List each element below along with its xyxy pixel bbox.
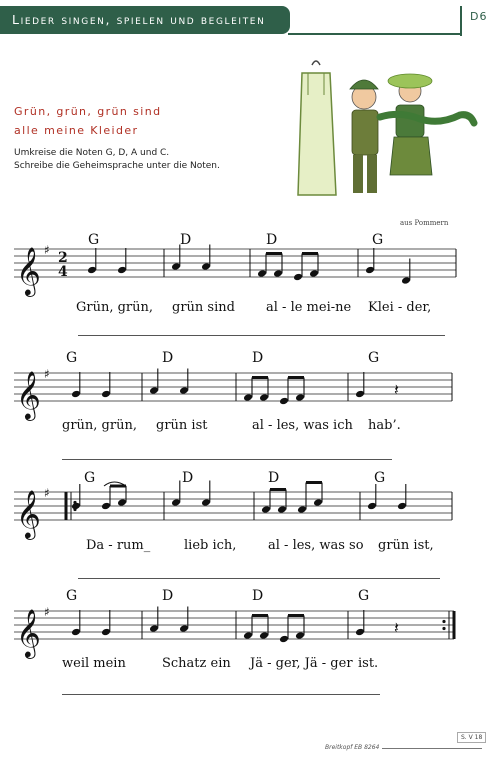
lyric-text: grün ist, (378, 538, 434, 553)
instruction-line-2: Schreibe die Geheimsprache unter die Noten. (14, 161, 220, 171)
song-origin: aus Pommern (400, 219, 449, 227)
time-signature-top: 2 (58, 250, 68, 266)
publisher-mark: Breitkopf EB 8264 (325, 744, 380, 751)
chord-symbol: D (266, 232, 278, 248)
instruction-line-1: Umkreise die Noten G, D, A und C. (14, 148, 170, 158)
lyric-text: lieb ich, (184, 538, 237, 553)
lyric-text: hab’. (368, 418, 401, 433)
answer-line-2 (62, 459, 392, 460)
song-title-line-2: alle meine Kleider (14, 124, 139, 137)
treble-clef: 𝄞 (16, 370, 41, 419)
footer-code: S. V 18 (457, 732, 486, 743)
lyric-text: grün sind (172, 300, 235, 315)
chord-symbol: G (372, 232, 384, 248)
song-title-line-1: Grün, grün, grün sind (14, 105, 162, 118)
chord-symbol: D (180, 232, 192, 248)
chord-symbol: G (84, 470, 96, 486)
key-signature-sharp: ♯ (44, 486, 50, 500)
chord-symbol: D (162, 588, 174, 604)
lyric-text: weil mein (62, 656, 126, 671)
chord-symbol: D (252, 350, 264, 366)
lyric-text: grün ist (156, 418, 208, 433)
section-title: Lieder singen, spielen und begleiten (12, 12, 266, 27)
lyric-text: al - les, was so (268, 538, 364, 553)
chord-symbol: D (162, 350, 174, 366)
chord-symbol: D (252, 588, 264, 604)
chord-symbol: G (66, 350, 78, 366)
key-signature-sharp: ♯ (44, 367, 50, 381)
lyric-text: al - le mei-ne (266, 300, 352, 315)
treble-clef: 𝄞 (16, 608, 41, 657)
lyric-text: Grün, grün, (76, 300, 154, 315)
treble-clef: 𝄞 (16, 489, 41, 538)
lyric-text: Da - rum_ (86, 538, 151, 553)
lyric-text: ist. (358, 656, 379, 671)
footer-rule (382, 748, 482, 749)
answer-line-1 (78, 335, 445, 336)
chord-symbol: G (374, 470, 386, 486)
treble-clef: 𝄞 (16, 246, 41, 295)
key-signature-sharp: ♯ (44, 243, 50, 257)
chord-symbol: G (358, 588, 370, 604)
lyric-text: Jä - ger, Jä - ger (250, 656, 353, 671)
quarter-rest: 𝄽 (394, 380, 399, 399)
quarter-rest: 𝄽 (394, 618, 399, 637)
chord-symbol: G (368, 350, 380, 366)
lyric-text: Schatz ein (162, 656, 231, 671)
chord-symbol: D (182, 470, 194, 486)
lyric-text: Klei - der, (368, 300, 432, 315)
lyric-text: al - les, was ich (252, 418, 353, 433)
lyric-text: grün, grün, (62, 418, 137, 433)
key-signature-sharp: ♯ (44, 605, 50, 619)
chord-symbol: G (88, 232, 100, 248)
chord-symbol: G (66, 588, 78, 604)
answer-line-3 (78, 578, 440, 579)
page-number: D6 (470, 10, 488, 23)
chord-symbol: D (268, 470, 280, 486)
time-signature-bottom: 4 (58, 264, 68, 280)
answer-line-4 (62, 694, 380, 695)
